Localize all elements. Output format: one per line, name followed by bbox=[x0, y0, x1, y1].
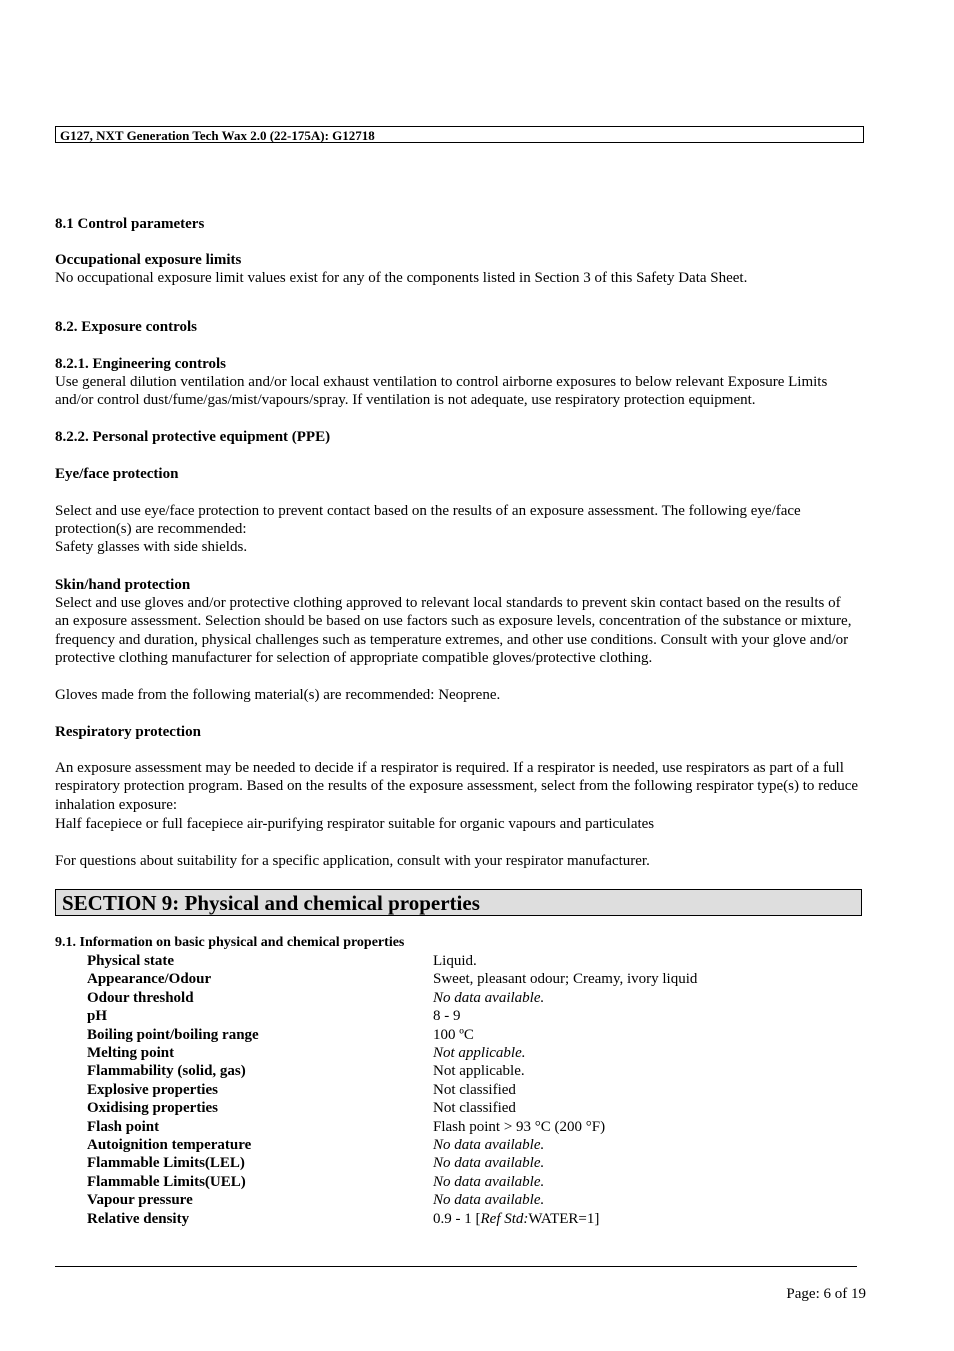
footer-divider bbox=[55, 1266, 857, 1267]
property-row bbox=[87, 1118, 887, 1136]
property-value: Liquid. bbox=[433, 953, 477, 969]
property-value: Not classified bbox=[433, 1081, 516, 1098]
skin-protection-heading: Skin/hand protection bbox=[55, 577, 191, 593]
property-value: Not classified bbox=[433, 1100, 516, 1117]
property-row bbox=[87, 952, 887, 970]
eye-protection-heading: Eye/face protection bbox=[55, 466, 179, 482]
relative-density-suffix: WATER=1] bbox=[528, 1210, 600, 1227]
property-label: Appearance/Odour bbox=[87, 971, 212, 988]
section-8-1-heading: 8.1 Control parameters bbox=[55, 216, 205, 232]
section-9-title: SECTION 9: Physical and chemical properties bbox=[55, 889, 862, 916]
property-value: Not applicable. bbox=[433, 1045, 526, 1061]
engineering-controls-text: Use general dilution ventilation and/or local exhaust ventilation to control airborne exposures to below relevant Exposure Limits and/or control dust/fume/gas/mist/vapours/spray. If ventilation is not adequate, use respiratory protection equipment. bbox=[55, 374, 828, 409]
property-value: 8 - 9 bbox=[433, 1008, 461, 1025]
skin-protection-text: Select and use gloves and/or protective clothing approved to relevant local standards to prevent skin contact based on the results of an exposure assessment. Selection should be based on use factors such as exposure levels, concentration of the substance or mixture, frequency and duration, physical challenges such as temperature extremes, and other use conditions. Consult with your glove and/or protective clothing manufacturer for selection of appropriate compatible gloves/protective clothing. bbox=[55, 595, 852, 666]
property-label: Physical state bbox=[87, 953, 175, 969]
respiratory-protection-recommendation: Half facepiece or full facepiece air-purifying respirator suitable for organic vapours and particulates bbox=[55, 816, 655, 832]
property-row bbox=[87, 1007, 887, 1025]
property-label: Relative density bbox=[87, 1210, 190, 1227]
page-number: Page: 6 of 19 bbox=[786, 1286, 866, 1302]
eye-protection-text: Select and use eye/face protection to prevent contact based on the results of an exposure assessment. The following eye/face protection(s) are recommended: bbox=[55, 503, 801, 538]
property-label: Melting point bbox=[87, 1045, 175, 1061]
property-row bbox=[87, 1210, 887, 1228]
property-row bbox=[87, 1154, 887, 1172]
property-value: No data available. bbox=[433, 989, 545, 1006]
property-row bbox=[87, 1136, 887, 1154]
section-8-2-heading: 8.2. Exposure controls bbox=[55, 319, 197, 335]
property-label: Autoignition temperature bbox=[87, 1137, 252, 1153]
property-value: 100 ºC bbox=[433, 1026, 474, 1043]
property-label: Flammability (solid, gas) bbox=[87, 1063, 246, 1080]
relative-density-prefix: 0.9 - 1 [ bbox=[433, 1210, 481, 1227]
property-row bbox=[87, 1173, 887, 1191]
property-value: No data available. bbox=[433, 1137, 545, 1153]
property-value: No data available. bbox=[433, 1173, 545, 1190]
property-row bbox=[87, 989, 887, 1007]
property-row bbox=[87, 1081, 887, 1099]
section-9-1-heading: 9.1. Information on basic physical and chemical properties bbox=[55, 935, 405, 950]
property-row bbox=[87, 970, 887, 988]
property-value: Flash point > 93 °C (200 °F) bbox=[433, 1118, 606, 1135]
respiratory-protection-heading: Respiratory protection bbox=[55, 724, 201, 740]
document-header: G127, NXT Generation Tech Wax 2.0 (22-175A): G12718 bbox=[55, 126, 864, 143]
property-label: Flammable Limits(UEL) bbox=[87, 1173, 246, 1190]
property-label: Odour threshold bbox=[87, 989, 194, 1006]
property-row bbox=[87, 1062, 887, 1080]
property-row bbox=[87, 1044, 887, 1062]
property-value bbox=[433, 1210, 599, 1228]
property-value: No data available. bbox=[433, 1192, 545, 1209]
oel-heading: Occupational exposure limits bbox=[55, 252, 242, 268]
property-value: No data available. bbox=[433, 1155, 545, 1172]
engineering-controls-heading: 8.2.1. Engineering controls bbox=[55, 356, 226, 372]
ppe-heading: 8.2.2. Personal protective equipment (PPE) bbox=[55, 429, 331, 445]
respiratory-protection-note: For questions about suitability for a specific application, consult with your respirator manufacturer. bbox=[55, 853, 650, 869]
property-label: Oxidising properties bbox=[87, 1100, 218, 1117]
property-label: Flammable Limits(LEL) bbox=[87, 1155, 245, 1172]
property-row bbox=[87, 1099, 887, 1117]
skin-protection-recommendation: Gloves made from the following material(s) are recommended: Neoprene. bbox=[55, 687, 501, 703]
property-label: Vapour pressure bbox=[87, 1192, 193, 1209]
oel-text: No occupational exposure limit values exist for any of the components listed in Section 3 of this Safety Data Sheet. bbox=[55, 270, 748, 286]
property-row bbox=[87, 1026, 887, 1044]
property-label: Boiling point/boiling range bbox=[87, 1026, 259, 1043]
property-row bbox=[87, 1191, 887, 1209]
property-value: Sweet, pleasant odour; Creamy, ivory liquid bbox=[433, 971, 698, 988]
ref-std-label: Ref Std: bbox=[480, 1210, 529, 1227]
respiratory-protection-text: An exposure assessment may be needed to decide if a respirator is required. If a respirator is needed, use respirators as part of a full respiratory protection program. Based on the results of the exposure assessment, select from the following respirator type(s) to reduce inhalation exposure: bbox=[55, 760, 859, 813]
property-value: Not applicable. bbox=[433, 1063, 525, 1080]
property-label: Explosive properties bbox=[87, 1081, 218, 1098]
eye-protection-recommendation: Safety glasses with side shields. bbox=[55, 539, 248, 555]
property-label: pH bbox=[87, 1008, 108, 1025]
property-label: Flash point bbox=[87, 1118, 160, 1135]
